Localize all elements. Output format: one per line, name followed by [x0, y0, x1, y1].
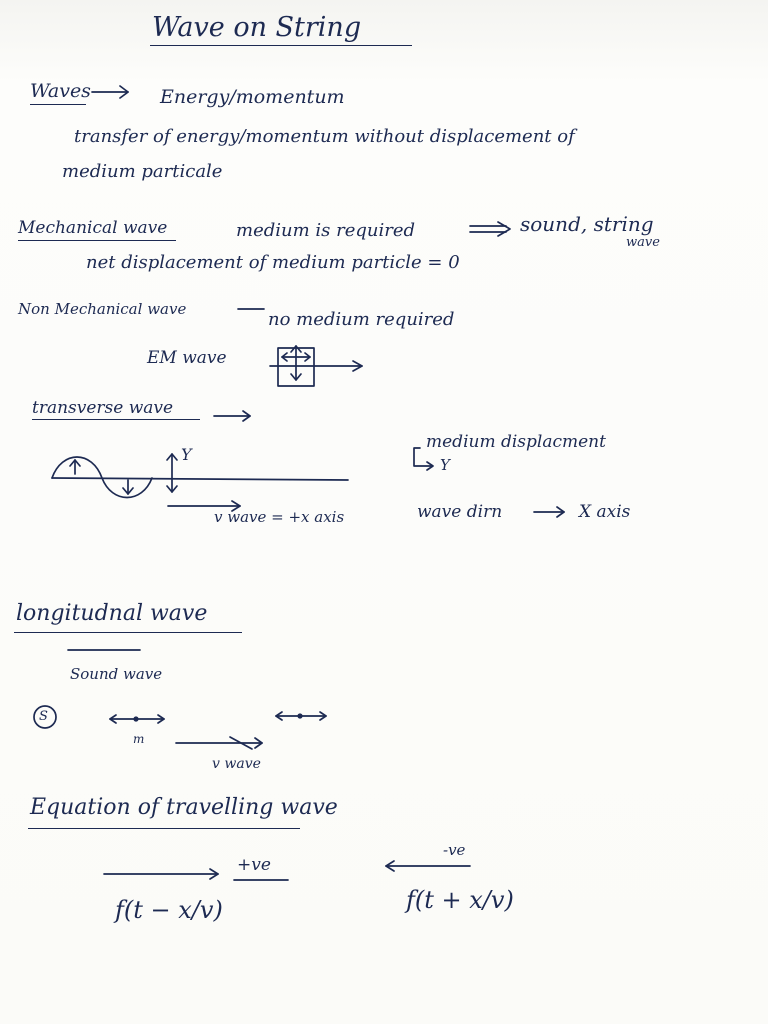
- wave-direction-arrow-icon: [534, 507, 564, 517]
- waves-detail-line1: transfer of energy/momentum without displacement of: [74, 126, 575, 147]
- em-wave-label: EM wave: [147, 348, 227, 368]
- waves-arrow-icon: [92, 86, 128, 98]
- transverse-heading: transverse wave: [32, 398, 174, 418]
- mechanical-examples: sound, string: [520, 212, 654, 236]
- negative-direction-arrow: [386, 861, 470, 871]
- circled-s: S: [39, 709, 48, 724]
- mechanical-net-displacement: net displacement of medium particle = 0: [86, 252, 460, 273]
- function-positive: f(t − x/v): [115, 896, 223, 924]
- sound-wave-label: Sound wave: [70, 665, 163, 683]
- particle-double-arrow-left: [110, 715, 164, 723]
- transverse-velocity-label: v wave = +x axis: [214, 508, 345, 526]
- transverse-wave-sketch: [52, 454, 348, 511]
- mechanical-heading: Mechanical wave: [18, 218, 168, 238]
- wave-direction-axis: X axis: [579, 502, 631, 522]
- non-mechanical-text: no medium required: [268, 309, 455, 330]
- longitudinal-velocity-label: v wave: [212, 756, 261, 772]
- circle-outline: [34, 706, 56, 728]
- waves-detail-line2: medium particale: [62, 161, 223, 182]
- medium-displacement-label: medium displacment: [426, 432, 606, 452]
- particle-m-label: m: [133, 732, 145, 746]
- mechanical-text: medium is required: [236, 220, 416, 241]
- transverse-arrow-icon: [214, 411, 250, 421]
- em-field-box-icon: [270, 346, 362, 386]
- page-title: Wave on String: [152, 12, 362, 43]
- particle-double-arrow-right: [276, 712, 326, 720]
- function-negative: f(t + x/v): [406, 886, 514, 914]
- positive-direction-label: +ve: [237, 855, 271, 875]
- transverse-y-label: Y: [181, 445, 192, 464]
- non-mechanical-heading: Non Mechanical wave: [18, 300, 187, 318]
- longitudinal-velocity-arrow: [176, 737, 262, 749]
- implies-arrow-icon: [470, 222, 510, 236]
- waves-heading: Waves: [30, 80, 91, 102]
- longitudinal-heading: longitudnal wave: [16, 601, 208, 626]
- negative-direction-label: -ve: [443, 841, 466, 859]
- medium-displacement-y: Y: [440, 456, 450, 474]
- mechanical-examples-sub: wave: [626, 235, 660, 250]
- wave-direction-label: wave dirn: [417, 502, 503, 522]
- waves-definition: Energy/momentum: [160, 86, 345, 108]
- equation-heading: Equation of travelling wave: [30, 795, 338, 820]
- medium-displacement-bracket: [414, 448, 433, 470]
- positive-direction-arrow: [104, 869, 288, 880]
